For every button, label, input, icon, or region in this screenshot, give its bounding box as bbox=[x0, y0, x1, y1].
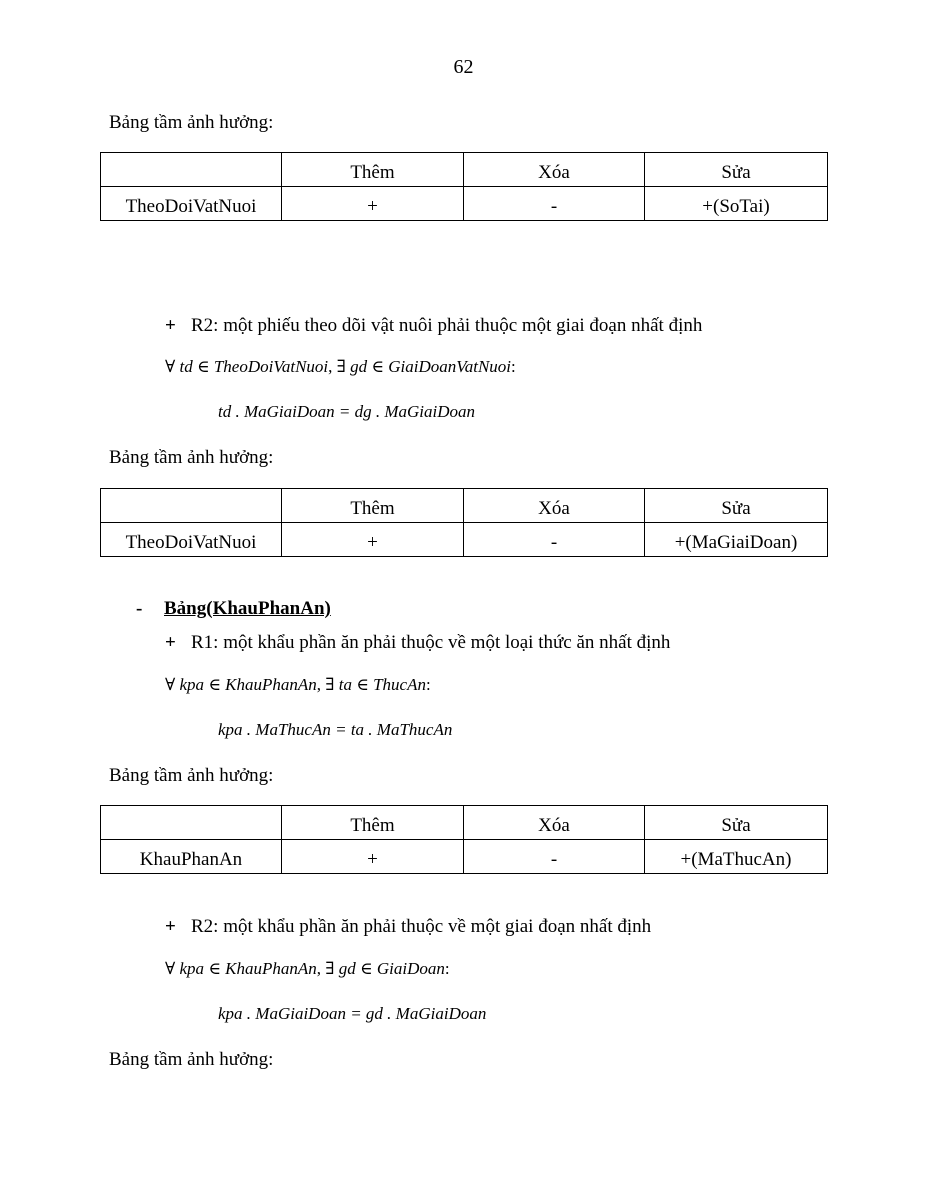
rule-r1-khauphanan bbox=[165, 632, 670, 654]
header-empty-cell bbox=[101, 153, 282, 187]
var-gd: gd bbox=[338, 959, 356, 978]
page-number: 62 bbox=[453, 56, 474, 78]
cell-insert: + bbox=[282, 187, 464, 221]
comma: , bbox=[316, 959, 322, 978]
rule-marker: + bbox=[165, 315, 176, 336]
element-of-symbol: ∈ bbox=[371, 357, 384, 376]
table-row bbox=[101, 523, 828, 557]
header-empty-cell bbox=[101, 806, 282, 840]
set-giaidoan: GiaiDoan bbox=[376, 959, 445, 978]
header-update: Sửa bbox=[645, 489, 828, 523]
quantifier-formula bbox=[165, 675, 431, 695]
element-of-symbol: ∈ bbox=[356, 675, 369, 694]
table-header-row bbox=[101, 489, 828, 523]
exists-symbol: ∃ bbox=[336, 357, 346, 376]
cell-insert: + bbox=[282, 840, 464, 874]
element-of-symbol: ∈ bbox=[197, 357, 210, 376]
exists-symbol: ∃ bbox=[325, 959, 335, 978]
var-ta: ta bbox=[338, 675, 352, 694]
table-header-row bbox=[101, 153, 828, 187]
cell-update: +(MaGiaiDoan) bbox=[645, 523, 828, 557]
comma: , bbox=[328, 357, 333, 376]
impact-table-caption: Bảng tầm ảnh hưởng: bbox=[109, 112, 274, 133]
header-insert: Thêm bbox=[282, 153, 464, 187]
element-of-symbol: ∈ bbox=[208, 675, 221, 694]
rule-marker: + bbox=[165, 916, 176, 937]
rule-text: R2: một khẩu phần ăn phải thuộc về một giai đoạn nhất định bbox=[191, 916, 652, 937]
header-insert: Thêm bbox=[282, 806, 464, 840]
var-gd: gd bbox=[350, 357, 368, 376]
comma: , bbox=[316, 675, 322, 694]
cell-update: +(MaThucAn) bbox=[645, 840, 828, 874]
impact-table-caption: Bảng tầm ảnh hưởng: bbox=[109, 765, 274, 786]
impact-table-caption: Bảng tầm ảnh hưởng: bbox=[109, 447, 274, 468]
header-insert: Thêm bbox=[282, 489, 464, 523]
colon: : bbox=[444, 959, 450, 978]
header-update: Sửa bbox=[645, 153, 828, 187]
impact-table-caption: Bảng tầm ảnh hưởng: bbox=[109, 1049, 274, 1070]
header-delete: Xóa bbox=[464, 489, 645, 523]
element-of-symbol: ∈ bbox=[360, 959, 373, 978]
section-heading-khauphanan bbox=[136, 598, 331, 620]
set-giaidoanvatnuoi: GiaiDoanVatNuoi bbox=[388, 357, 512, 376]
section-title: Bảng(KhauPhanAn) bbox=[164, 598, 331, 619]
cell-entity: TheoDoiVatNuoi bbox=[101, 523, 282, 557]
var-kpa: kpa bbox=[179, 675, 205, 694]
table-header-row bbox=[101, 806, 828, 840]
var-td: td bbox=[179, 357, 193, 376]
rule-text: R1: một khẩu phần ăn phải thuộc về một loại thức ăn nhất định bbox=[191, 632, 671, 653]
impact-table-theodoivatnuoi-magiaidoan bbox=[100, 488, 828, 557]
rule-text: R2: một phiếu theo dõi vật nuôi phải thuộc một giai đoạn nhất định bbox=[191, 315, 703, 336]
cell-delete: - bbox=[464, 840, 645, 874]
equation: kpa . MaGiaiDoan = gd . MaGiaiDoan bbox=[218, 1004, 487, 1023]
colon: : bbox=[511, 357, 516, 376]
set-khauphanan: KhauPhanAn bbox=[225, 959, 317, 978]
rule-marker: + bbox=[165, 632, 176, 653]
rule-r2-theodoivatnuoi bbox=[165, 315, 702, 337]
set-theodoivatnuoi: TheoDoiVatNuoi bbox=[213, 357, 329, 376]
cell-update: +(SoTai) bbox=[645, 187, 828, 221]
rule-r2-khauphanan bbox=[165, 916, 651, 938]
impact-table-khauphanan-mathucan bbox=[100, 805, 828, 874]
exists-symbol: ∃ bbox=[325, 675, 335, 694]
header-delete: Xóa bbox=[464, 806, 645, 840]
quantifier-formula bbox=[165, 959, 450, 979]
cell-entity: TheoDoiVatNuoi bbox=[101, 187, 282, 221]
quantifier-formula bbox=[165, 357, 516, 377]
element-of-symbol: ∈ bbox=[208, 959, 221, 978]
table-row bbox=[101, 840, 828, 874]
header-update: Sửa bbox=[645, 806, 828, 840]
impact-table-theodoivatnuoi-sotai bbox=[100, 152, 828, 221]
equation: kpa . MaThucAn = ta . MaThucAn bbox=[218, 720, 453, 739]
table-row bbox=[101, 187, 828, 221]
header-empty-cell bbox=[101, 489, 282, 523]
cell-insert: + bbox=[282, 523, 464, 557]
header-delete: Xóa bbox=[464, 153, 645, 187]
colon: : bbox=[425, 675, 431, 694]
var-kpa: kpa bbox=[179, 959, 205, 978]
forall-symbol: ∀ bbox=[165, 675, 176, 694]
forall-symbol: ∀ bbox=[165, 357, 176, 376]
cell-delete: - bbox=[464, 523, 645, 557]
cell-entity: KhauPhanAn bbox=[101, 840, 282, 874]
set-thucan: ThucAn bbox=[373, 675, 426, 694]
forall-symbol: ∀ bbox=[165, 959, 176, 978]
cell-delete: - bbox=[464, 187, 645, 221]
equation: td . MaGiaiDoan = dg . MaGiaiDoan bbox=[218, 402, 476, 421]
set-khauphanan: KhauPhanAn bbox=[225, 675, 317, 694]
section-dash: - bbox=[136, 598, 143, 619]
